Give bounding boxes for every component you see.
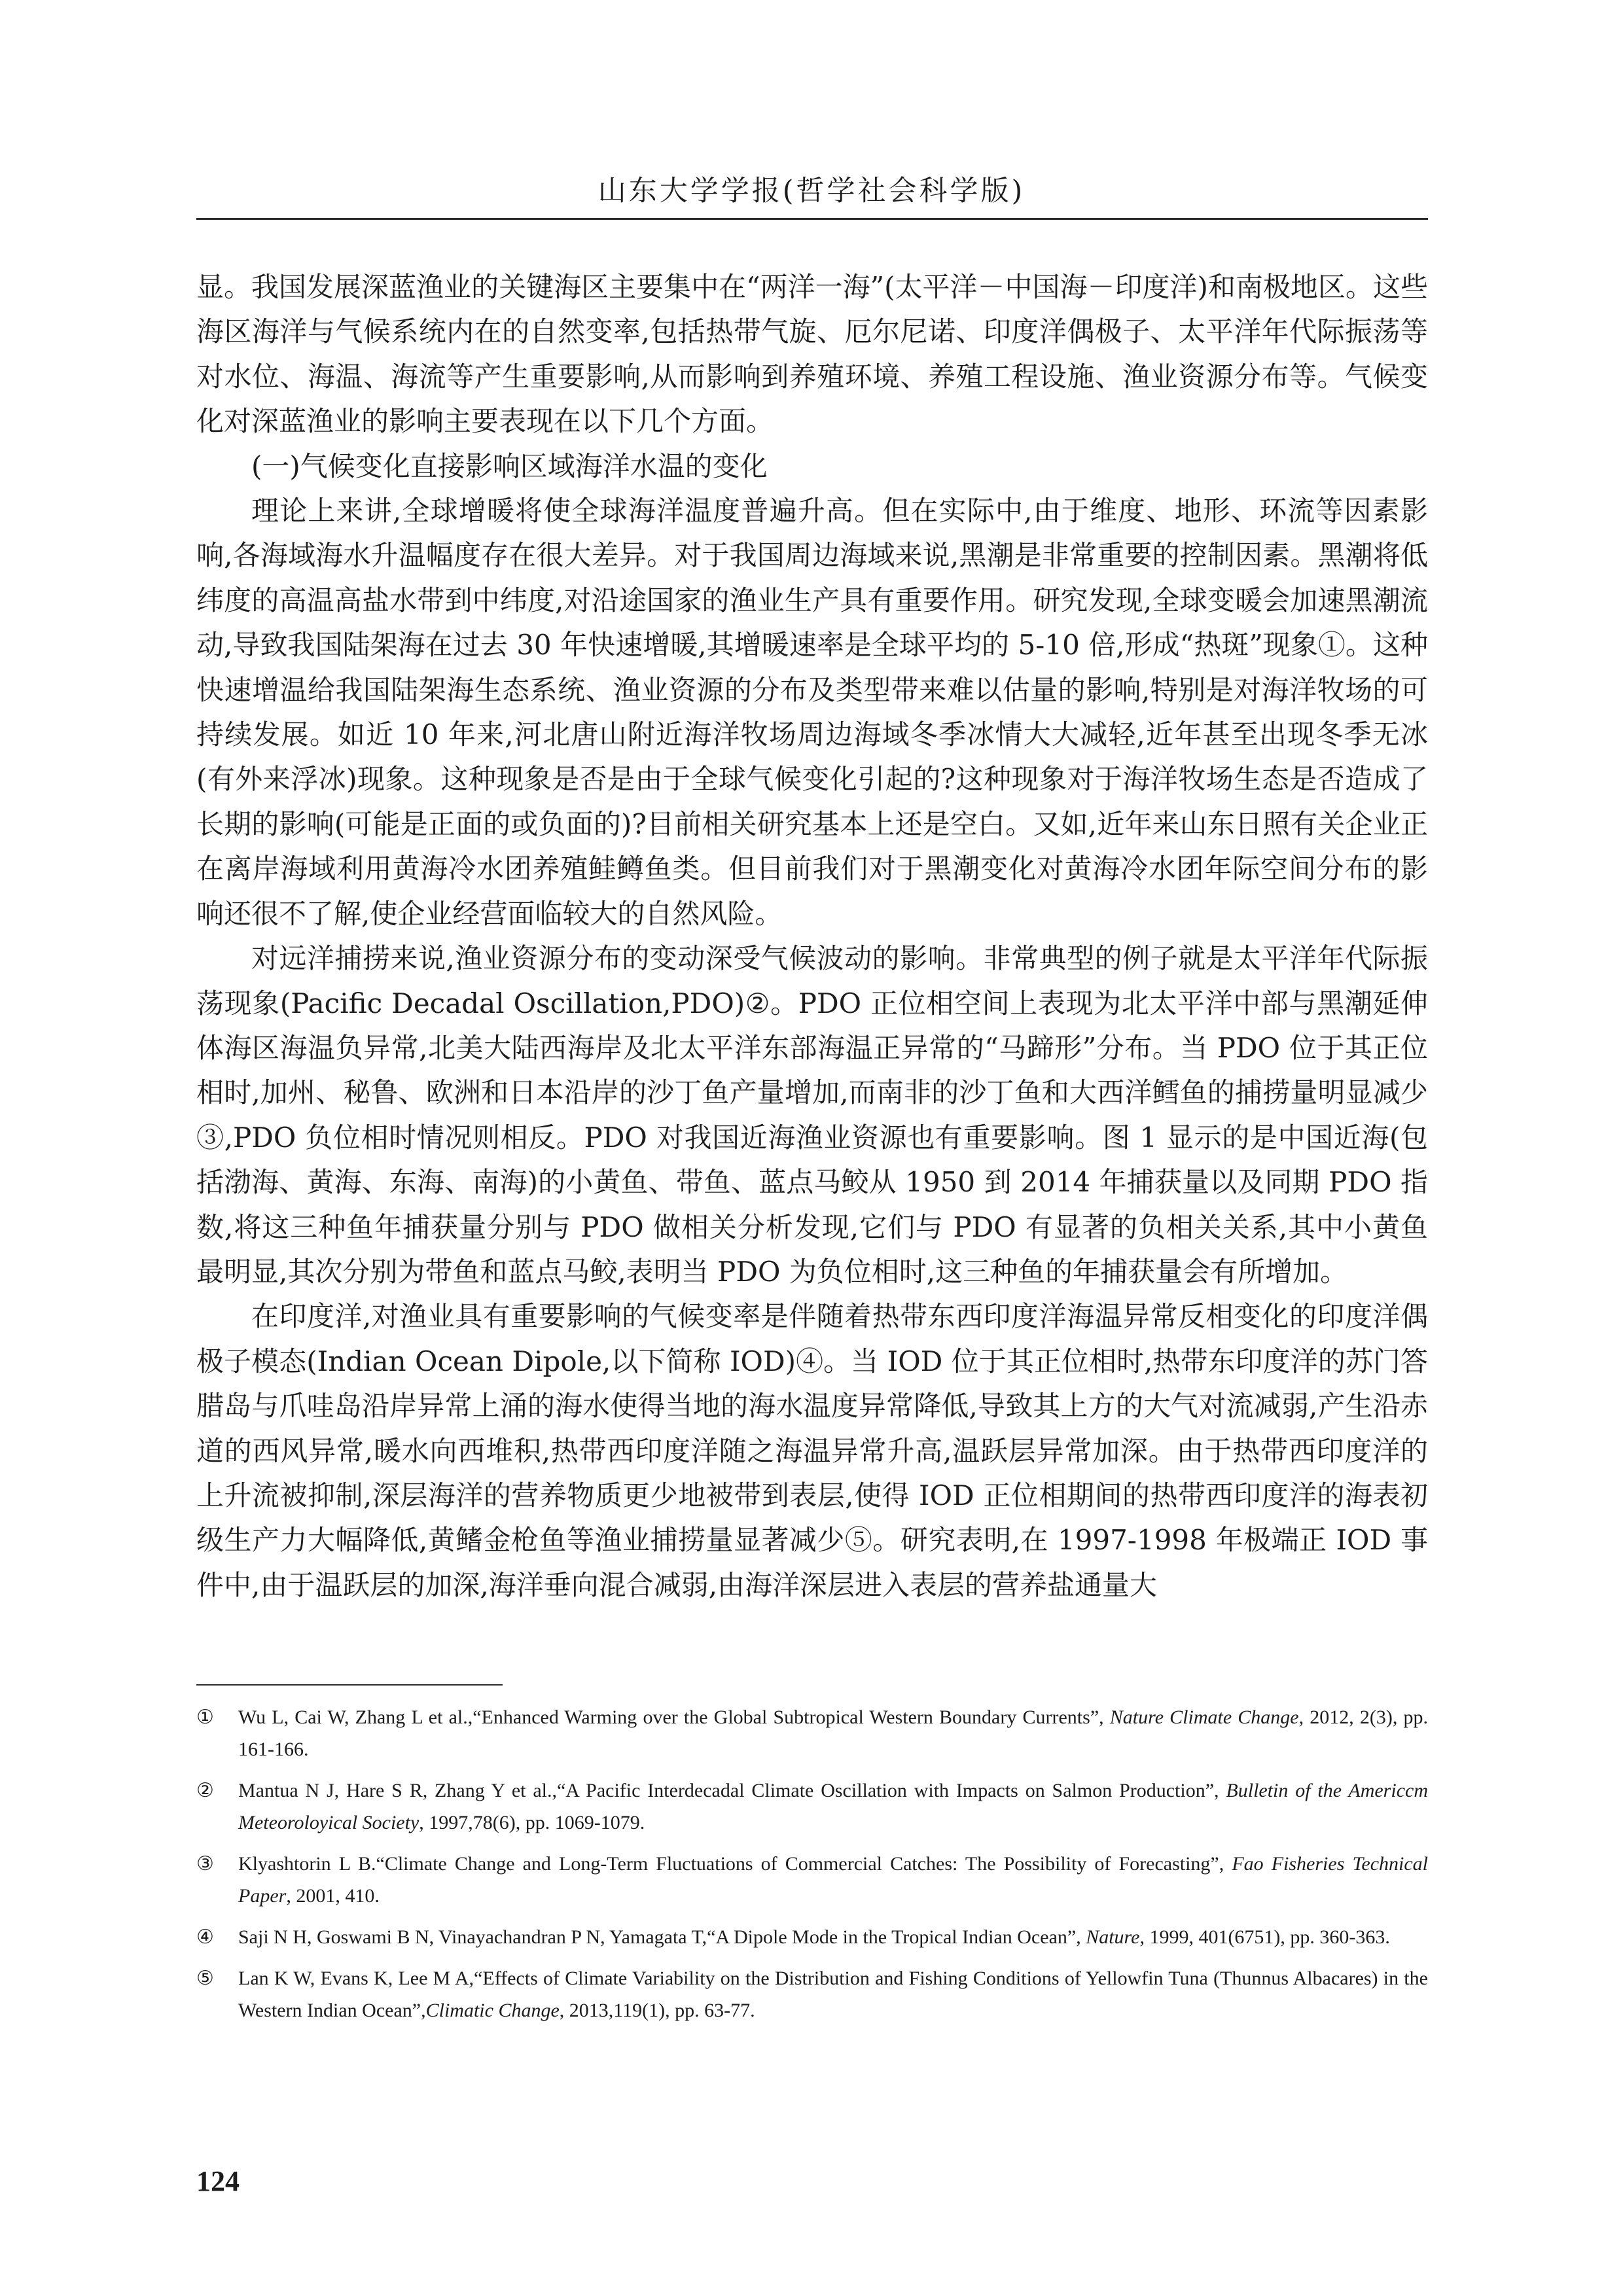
footnote-2 — [196, 1775, 1428, 1839]
footnote-1 — [196, 1701, 1428, 1765]
footnote-text: Mantua N J, Hare S R, Zhang Y et al.,“A Pacific Interdecadal Climate Oscillation with Impacts on Salmon Production”, — [238, 1780, 1226, 1801]
footnote-text: , 1999, 401(6751), pp. 360-363. — [1139, 1926, 1390, 1948]
footnote-text: Wu L, Cai W, Zhang L et al.,“Enhanced Warming over the Global Subtropical Western Boundary Currents”, — [238, 1706, 1110, 1728]
footnote-marker: ② — [196, 1779, 214, 1802]
footnote-journal: Nature Climate Change — [1109, 1706, 1299, 1728]
paragraph-continuation: 显。我国发展深蓝渔业的关键海区主要集中在“两洋一海”(太平洋－中国海－印度洋)和南极地区。这些海区海洋与气候系统内在的自然变率,包括热带气旋、厄尔尼诺、印度洋偶极子、太平洋年代际振荡等对水位、海温、海流等产生重要影响,从而影响到养殖环境、养殖工程设施、渔业资源分布等。气候变化对深蓝渔业的影响主要表现在以下几个方面。 — [196, 271, 1428, 438]
footnote-journal: Fao Fisheries Technical Paper — [238, 1853, 1428, 1907]
footnote-journal: Nature — [1086, 1926, 1140, 1948]
footnote-marker: ④ — [196, 1926, 214, 1949]
footnote-rule — [196, 1684, 503, 1686]
footnote-marker: ⑤ — [196, 1967, 214, 1990]
footnote-text: Saji N H, Goswami B N, Vinayachandran P N, Yamagata T,“A Dipole Mode in the Tropical Indian Ocean”, — [238, 1926, 1086, 1948]
footnote-text: , 2013,119(1), pp. 63-77. — [559, 2000, 755, 2021]
footnote-5 — [196, 1962, 1428, 2026]
footnote-text: Klyashtorin L B.“Climate Change and Long-Term Fluctuations of Commercial Catches: The Possibility of Forecasting”, — [238, 1853, 1232, 1875]
footnote-4 — [196, 1921, 1428, 1953]
footnotes — [196, 1701, 1428, 2036]
footnote-text: , 2012, 2(3), pp. 161-166. — [238, 1706, 1429, 1760]
footnote-marker: ③ — [196, 1852, 214, 1875]
header-rule — [196, 218, 1428, 220]
paragraph-pdo: 对远洋捕捞来说,渔业资源分布的变动深受气候波动的影响。非常典型的例子就是太平洋年代际振荡现象(Pacific Decadal Oscillation,PDO)②。PDO 正位相空间上表现为北太平洋中部与黑潮延伸体海区海温负异常,北美大陆西海岸及北太平洋东部海温正异常的“马蹄形”分布。当 PDO 位于其正位相时,加州、秘鲁、欧洲和日本沿岸的沙丁鱼产量增加,而南非的沙丁鱼和大西洋鳕鱼的捕捞量明显减少③,PDO 负位相时情况则相反。PDO 对我国近海渔业资源也有重要影响。图 1 显示的是中国近海(包括渤海、黄海、东海、南海)的小黄鱼、带鱼、蓝点马鲛从 1950 到 2014 年捕获量以及同期 PDO 指数,将这三种鱼年捕获量分别与 PDO 做相关分析发现,它们与 PDO 有显著的负相关关系,其中小黄鱼最明显,其次分别为带鱼和蓝点马鲛,表明当 PDO 为负位相时,这三种鱼的年捕获量会有所增加。 — [196, 942, 1428, 1288]
footnote-text: , 1997,78(6), pp. 1069-1079. — [419, 1812, 645, 1833]
section-subheading: (一)气候变化直接影响区域海洋水温的变化 — [251, 450, 768, 482]
running-head-title: 山东大学学报(哲学社会科学版) — [597, 175, 1026, 207]
footnote-text: , 2001, 410. — [286, 1885, 380, 1907]
footnote-text: Lan K W, Evans K, Lee M A,“Effects of Climate Variability on the Distribution and Fishing Conditions of Yellowfin Tuna (Thunnus Albacares) in the Western Indian Ocean”, — [238, 1968, 1428, 2021]
footnote-journal: Bulletin of the Americcm Meteoroloyical Society — [238, 1780, 1428, 1833]
page-number: 124 — [196, 2165, 240, 2197]
paragraph-ocean-temperature: 理论上来讲,全球增暖将使全球海洋温度普遍升高。但在实际中,由于维度、地形、环流等因素影响,各海域海水升温幅度存在很大差异。对于我国周边海域来说,黑潮是非常重要的控制因素。黑潮将低纬度的高温高盐水带到中纬度,对沿途国家的渔业生产具有重要作用。研究发现,全球变暖会加速黑潮流动,导致我国陆架海在过去 30 年快速增暖,其增暖速率是全球平均的 5-10 倍,形成“热斑”现象①。这种快速增温给我国陆架海生态系统、渔业资源的分布及类型带来难以估量的影响,特别是对海洋牧场的可持续发展。如近 10 年来,河北唐山附近海洋牧场周边海域冬季冰情大大减轻,近年甚至出现冬季无冰(有外来浮冰)现象。这种现象是否是由于全球气候变化引起的?这种现象对于海洋牧场生态是否造成了长期的影响(可能是正面的或负面的)?目前相关研究基本上还是空白。又如,近年来山东日照有关企业正在离岸海域利用黄海冷水团养殖鲑鳟鱼类。但目前我们对于黑潮变化对黄海冷水团年际空间分布的影响还很不了解,使企业经营面临较大的自然风险。 — [196, 495, 1428, 930]
footnote-journal: Climatic Change — [425, 2000, 560, 2021]
body-text — [196, 265, 1428, 1608]
footnote-marker: ① — [196, 1706, 214, 1729]
footnote-3 — [196, 1848, 1428, 1912]
paragraph-iod: 在印度洋,对渔业具有重要影响的气候变率是伴随着热带东西印度洋海温异常反相变化的印度洋偶极子模态(Indian Ocean Dipole,以下简称 IOD)④。当 IOD 位于其正位相时,热带东印度洋的苏门答腊岛与爪哇岛沿岸异常上涌的海水使得当地的海水温度异常降低,导致其上方的大气对流减弱,产生沿赤道的西风异常,暖水向西堆积,热带西印度洋随之海温异常升高,温跃层异常加深。由于热带西印度洋的上升流被抑制,深层海洋的营养物质更少地被带到表层,使得 IOD 正位相期间的热带西印度洋的海表初级生产力大幅降低,黄鳍金枪鱼等渔业捕捞量显著减少⑤。研究表明,在 1997-1998 年极端正 IOD 事件中,由于温跃层的加深,海洋垂向混合减弱,由海洋深层进入表层的营养盐通量大 — [196, 1300, 1428, 1601]
